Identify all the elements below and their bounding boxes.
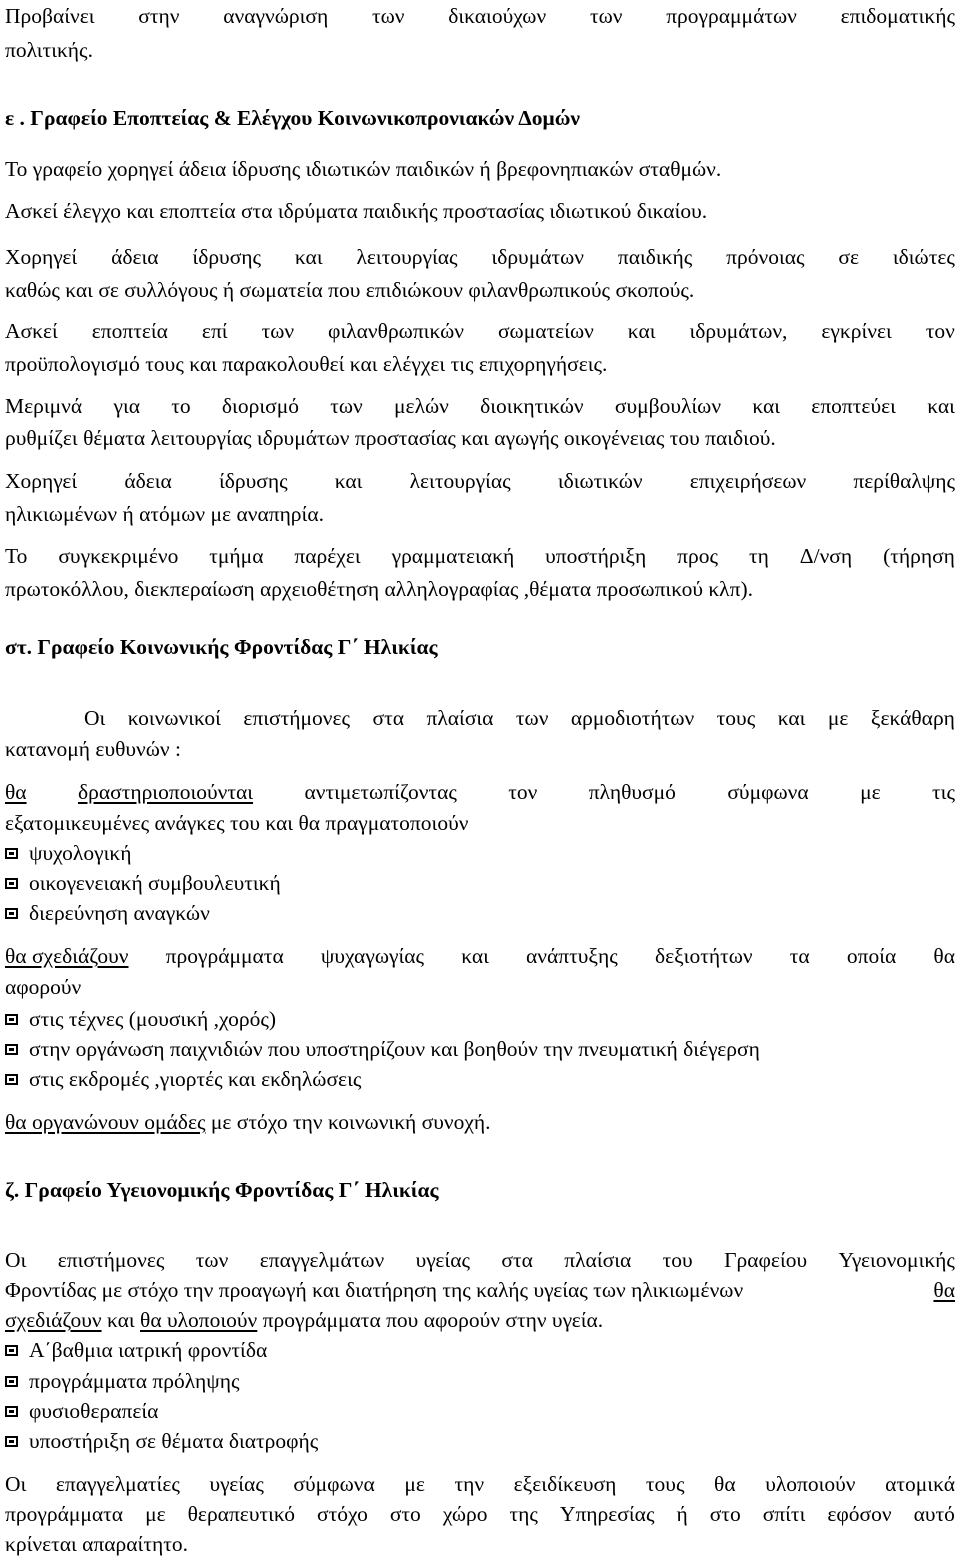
- word: τους: [716, 706, 756, 730]
- word: άδεια: [111, 245, 159, 269]
- word: αυτό: [913, 1502, 955, 1526]
- word: και: [627, 319, 656, 343]
- section-e-p6-line-2: ηλικιωμένων ή ατόμων με αναπηρία.: [5, 502, 324, 526]
- section-z-p1-line-1: [5, 1245, 955, 1275]
- word: παρέχει: [294, 544, 361, 568]
- word: υγείας: [209, 1472, 264, 1496]
- list-item: [5, 1034, 760, 1064]
- word: και: [752, 394, 781, 418]
- underlined-text: σχεδιάζουν: [5, 1308, 102, 1332]
- word: κοινωνικοί: [127, 706, 221, 730]
- word: στα: [372, 706, 405, 730]
- word: επιδοματικής: [840, 4, 955, 28]
- word: Υγειονομικής: [838, 1248, 955, 1272]
- word: επιστήμονες: [57, 1248, 165, 1272]
- word: Γραφείου: [724, 1248, 808, 1272]
- section-z-p2-line-2: [5, 1499, 955, 1529]
- word: την: [454, 1472, 485, 1496]
- word: τις: [932, 780, 955, 804]
- word: προγράμματα: [5, 1502, 124, 1526]
- section-st-p1-line-1: [84, 703, 955, 733]
- square-bullet-icon: [5, 1406, 18, 1417]
- word: εποπτεύει: [811, 394, 896, 418]
- square-bullet-icon: [5, 1345, 18, 1356]
- word: αναγνώριση: [223, 4, 329, 28]
- square-bullet-icon: [5, 848, 18, 859]
- word: Προβαίνει: [5, 4, 95, 28]
- list-item: [5, 1426, 318, 1456]
- word: με: [404, 1472, 425, 1496]
- section-st-g3: [5, 1107, 955, 1137]
- list-item: [5, 838, 131, 868]
- text: και: [101, 1308, 141, 1332]
- underlined-text: θα σχεδιάζουν: [5, 944, 129, 968]
- section-z-heading: ζ. Γραφείο Υγειονομικής Φροντίδας Γ΄ Ηλικίας: [5, 1178, 439, 1202]
- intro-line-2: πολιτικής.: [5, 38, 93, 62]
- word: θεραπευτικό: [187, 1502, 296, 1526]
- section-e-p2: Ασκεί έλεγχο και εποπτεία στα ιδρύματα παιδικής προστασίας ιδιωτικού δικαίου.: [5, 199, 708, 223]
- section-st-heading: στ. Γραφείο Κοινωνικής Φροντίδας Γ΄ Ηλικίας: [5, 635, 438, 659]
- word: με: [827, 706, 849, 730]
- list-item: [5, 1004, 276, 1034]
- text: προγράμματα που αφορούν στην υγεία.: [257, 1308, 604, 1332]
- word: επαγγελματίες: [55, 1472, 180, 1496]
- section-e-p5-line-1: [5, 391, 955, 421]
- word: πρόνοιας: [726, 245, 805, 269]
- underlined-text: θα οργανώνουν ομάδες: [5, 1110, 206, 1134]
- section-e-p5-line-2: ρυθμίζει θέματα λειτουργίας ιδρυμάτων προστασίας και αγωγής οικογένειας του παιδιού.: [5, 426, 776, 450]
- square-bullet-icon: [5, 1014, 18, 1025]
- list-item-label: στις τέχνες (μουσική ,χορός): [29, 1007, 277, 1031]
- word: άδεια: [124, 469, 172, 493]
- section-e-heading: ε . Γραφείο Εποπτείας & Ελέγχου Κοινωνικοπρονιακών Δομών: [5, 106, 581, 130]
- word: Χορηγεί: [5, 469, 78, 493]
- word: ιδιώτες: [892, 245, 955, 269]
- word: συγκεκριμένο: [58, 544, 179, 568]
- word: Το: [5, 544, 28, 568]
- word: Χορηγεί: [5, 245, 78, 269]
- word: και: [334, 469, 363, 493]
- word: σε: [838, 245, 859, 269]
- section-st-p1-line-2: κατανομή ευθυνών :: [5, 737, 181, 761]
- section-st-g2-line-1: [5, 941, 955, 971]
- word: αντιμετωπίζοντας: [304, 780, 457, 804]
- section-st-g1-line-1: [5, 777, 955, 807]
- word: Οι: [5, 1472, 27, 1496]
- word: Οι: [5, 1248, 27, 1272]
- word: ξεκάθαρη: [870, 706, 955, 730]
- word: πλαίσια: [426, 706, 494, 730]
- word: διοικητικών: [480, 394, 584, 418]
- word: τον: [508, 780, 538, 804]
- text: Φροντίδας με στόχο την προαγωγή και διατήρηση της καλής υγείας των ηλικιωμένων: [5, 1278, 744, 1302]
- word: συμβουλίων: [614, 394, 722, 418]
- square-bullet-icon: [5, 1044, 18, 1055]
- word: υγείας: [415, 1248, 470, 1272]
- word: δικαιούχων: [448, 4, 547, 28]
- list-item: [5, 868, 281, 898]
- word: ιδρυμάτων,: [689, 319, 788, 343]
- section-e-p4-line-1: [5, 316, 955, 346]
- word: στα: [501, 1248, 533, 1272]
- word: Οι: [84, 706, 106, 730]
- word: ή: [676, 1502, 688, 1526]
- list-item: [5, 1366, 239, 1396]
- list-item: [5, 1396, 158, 1426]
- word: θα: [933, 944, 955, 968]
- section-e-p3-line-2: καθώς και σε συλλόγους ή σωματεία που επιδιώκουν φιλανθρωπικούς σκοπούς.: [5, 278, 695, 302]
- text: με στόχο την κοινωνική συνοχή.: [205, 1110, 491, 1134]
- word: των: [261, 319, 295, 343]
- word: Ασκεί: [5, 319, 58, 343]
- word: σωματείων: [497, 319, 594, 343]
- word: δεξιοτήτων: [654, 944, 753, 968]
- word: θα: [714, 1472, 736, 1496]
- section-st-g2-line-2: αφορούν: [5, 975, 82, 999]
- section-z-p2-line-1: [5, 1469, 955, 1499]
- word: στην: [138, 4, 180, 28]
- word: της: [509, 1502, 538, 1526]
- word: των: [195, 1248, 229, 1272]
- word: Υπηρεσίας: [559, 1502, 655, 1526]
- word: υποστήριξη: [545, 544, 647, 568]
- word: των: [589, 4, 623, 28]
- word: περίθαλψης: [853, 469, 955, 493]
- underlined-text: θα: [933, 1278, 955, 1302]
- word: αρμοδιοτήτων: [570, 706, 695, 730]
- word: και: [927, 394, 955, 418]
- word: επιχειρήσεων: [689, 469, 807, 493]
- word: πλαίσια: [564, 1248, 632, 1272]
- word: επαγγελμάτων: [259, 1248, 385, 1272]
- word: επί: [201, 319, 228, 343]
- section-z-p2-line-3: κρίνεται απαραίτητο.: [5, 1532, 188, 1556]
- word: με: [860, 780, 881, 804]
- word: του: [662, 1248, 693, 1272]
- word: λειτουργίας: [409, 469, 511, 493]
- word: ψυχαγωγίας: [320, 944, 425, 968]
- word: ιδιωτικών: [557, 469, 643, 493]
- word: σπίτι: [762, 1502, 806, 1526]
- underlined-text: δραστηριοποιούνται: [77, 780, 254, 804]
- word: των: [515, 706, 549, 730]
- word: τμήμα: [209, 544, 264, 568]
- word: των: [371, 4, 405, 28]
- word: τους: [645, 1472, 685, 1496]
- word: τη: [748, 544, 769, 568]
- word: φιλανθρωπικών: [328, 319, 464, 343]
- word: (τήρηση: [883, 544, 955, 568]
- list-item-label: προγράμματα πρόληψης: [29, 1369, 240, 1393]
- list-item-label: στις εκδρομές ,γιορτές και εκδηλώσεις: [29, 1067, 362, 1091]
- square-bullet-icon: [5, 1376, 18, 1387]
- word: οποία: [846, 944, 897, 968]
- word: και: [777, 706, 806, 730]
- word: σύμφωνα: [727, 780, 809, 804]
- word: χώρο: [442, 1502, 488, 1526]
- list-item: [5, 1064, 361, 1094]
- list-item-label: ψυχολογική: [29, 841, 132, 865]
- word: με: [145, 1502, 166, 1526]
- word: διορισμό: [221, 394, 299, 418]
- word: Μεριμνά: [5, 394, 83, 418]
- section-st-g1-line-2: εξατομικευμένες ανάγκες του και θα πραγματοποιούν: [5, 811, 469, 835]
- word: Δ/νση: [799, 544, 853, 568]
- list-item-label: Α΄βαθμια ιατρική φροντίδα: [29, 1338, 268, 1362]
- word: ίδρυσης: [192, 245, 262, 269]
- word: ίδρυσης: [218, 469, 288, 493]
- square-bullet-icon: [5, 1074, 18, 1085]
- intro-line-1: [5, 1, 955, 31]
- list-item-label: στην οργάνωση παιχνιδιών που υποστηρίζουν και βοηθούν την πνευματική διέγερση: [29, 1037, 760, 1061]
- word: παιδικής: [617, 245, 693, 269]
- word: τον: [925, 319, 955, 343]
- word: για: [113, 394, 140, 418]
- word: και: [461, 944, 489, 968]
- word: πληθυσμό: [588, 780, 676, 804]
- section-e-p6-line-1: [5, 466, 955, 496]
- word: ανάπτυξης: [526, 944, 618, 968]
- word: στο: [709, 1502, 741, 1526]
- underlined-text: θα: [5, 780, 27, 804]
- list-item: [5, 1335, 267, 1365]
- word: των: [330, 394, 363, 418]
- word: ιδρυμάτων: [491, 245, 584, 269]
- list-item-label: διερεύνηση αναγκών: [29, 901, 210, 925]
- word: στόχο: [317, 1502, 368, 1526]
- word: προγραμμάτων: [666, 4, 797, 28]
- word: σύμφωνα: [293, 1472, 375, 1496]
- word: εφόσον: [827, 1502, 892, 1526]
- word: επιστήμονες: [243, 706, 351, 730]
- word: προς: [677, 544, 718, 568]
- word: εποπτεία: [91, 319, 168, 343]
- square-bullet-icon: [5, 908, 18, 919]
- list-item-label: οικογενειακή συμβουλευτική: [29, 871, 281, 895]
- square-bullet-icon: [5, 1436, 18, 1447]
- list-item-label: υποστήριξη σε θέματα διατροφής: [29, 1429, 319, 1453]
- word: και: [294, 245, 323, 269]
- word: γραμματειακή: [391, 544, 515, 568]
- word: στο: [389, 1502, 421, 1526]
- word: τα: [789, 944, 810, 968]
- word: λειτουργίας: [356, 245, 458, 269]
- word: μελών: [394, 394, 449, 418]
- word: υλοποιούν: [765, 1472, 856, 1496]
- word: εξειδίκευση: [513, 1472, 617, 1496]
- word: προγράμματα: [165, 944, 284, 968]
- word: εγκρίνει: [821, 319, 892, 343]
- list-item-label: φυσιοθεραπεία: [29, 1399, 159, 1423]
- list-item: [5, 898, 210, 928]
- section-e-p7-line-2: πρωτοκόλλου, διεκπεραίωση αρχειοθέτηση αλληλογραφίας ,θέματα προσωπικού κλπ).: [5, 577, 753, 601]
- underlined-text: θα υλοποιούν: [140, 1308, 258, 1332]
- section-e-p4-line-2: προϋπολογισμό τους και παρακολουθεί και ελέγχει τις επιχορηγήσεις.: [5, 352, 608, 376]
- section-e-p3-line-1: [5, 242, 955, 272]
- word: ατομικά: [885, 1472, 955, 1496]
- word: το: [171, 394, 191, 418]
- section-z-p1-line-3: [5, 1305, 955, 1335]
- section-e-p1: Το γραφείο χορηγεί άδεια ίδρυσης ιδιωτικών παιδικών ή βρεφονηπιακών σταθμών.: [5, 157, 722, 181]
- square-bullet-icon: [5, 878, 18, 889]
- section-z-p1-line-2: [5, 1275, 955, 1305]
- section-e-p7-line-1: [5, 541, 955, 571]
